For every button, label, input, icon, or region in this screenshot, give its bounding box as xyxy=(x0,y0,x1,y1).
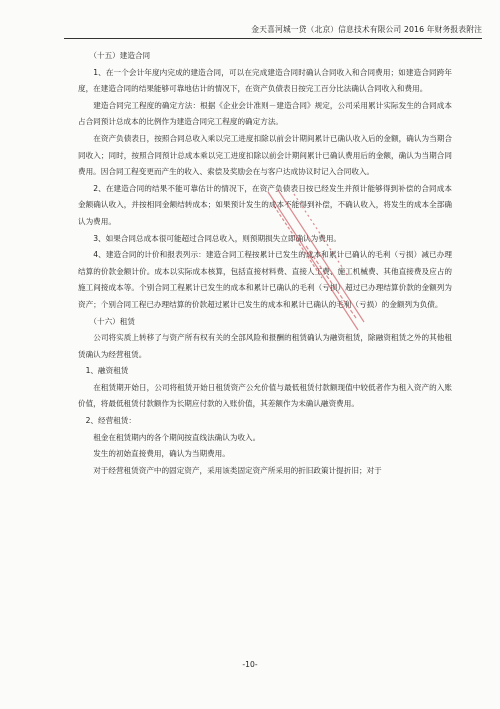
header-rule xyxy=(64,38,482,39)
paragraph: 租金在租赁期内的各个期间按直线法确认为收入。 xyxy=(93,432,261,442)
page-header: 金天喜河城一贷（北京）信息技术有限公司 2016 年财务报表附注 xyxy=(251,25,482,34)
section-heading-leases: （十六）租赁 xyxy=(89,316,135,326)
paragraph: 2、在建造合同的结果不能可靠估计的情况下，在资产负债表日按已经发生并预计能够得到补偿的合同成本金额确认收入，并按相同金额结转成本；如果预计发生的成本不能得到补偿，不确认收入，将发生的成本全部确认为费用。 xyxy=(78,183,452,226)
paragraph: 建造合同完工程度的确定方法：根据《企业会计准则－建造合同》规定，公司采用累计实际发生的合同成本占合同预计总成本的比例作为建造合同完工程度的确定方法。 xyxy=(78,100,452,127)
paragraph: 1、在一个会计年度内完成的建造合同，可以在完成建造合同时确认合同收入和合同费用；如建造合同跨年度，在建造合同的结果能够可靠地估计的情况下，在资产负债表日按完工百分比法确认合同收入和费用。 xyxy=(78,67,452,94)
paragraph: 在资产负债表日，按照合同总收入乘以完工进度扣除以前会计期间累计已确认收入后的金额，确认为当期合同收入；同时，按照合同预计总成本乘以完工进度扣除以前会计期间累计已确认费用后的金额，确认为当期合同费用。因合同工程变更而产生的收入、索偿及奖励会在与客户达成协议时记入合同收入。 xyxy=(78,133,452,177)
document-body xyxy=(78,48,452,479)
paragraph: 4、建造合同的计价和报表列示：建造合同工程按累计已发生的成本和累计已确认的毛利（亏损）减已办理结算的价款金额计价。成本以实际成本核算，包括直接材料费、直接人工费、施工机械费、其他直接费及应占的施工间接成本等。个别合同工程累计已发生的成本和累计已确认的毛利（亏损）超过已办理结算价款的金额列为资产；个别合同工程已办理结算的价款超过累计已发生的成本和累计已确认的毛利（亏损）的金额列为负债。 xyxy=(78,250,452,309)
page-number: -10- xyxy=(242,660,258,669)
paragraph: 3、如果合同总成本很可能超过合同总收入，则预期损失立即确认为费用。 xyxy=(93,233,342,243)
paragraph: 对于经营租赁资产中的固定资产，采用该类固定资产所采用的折旧政策计提折旧；对于 xyxy=(93,465,382,475)
paragraph: 发生的初始直接费用，确认为当期费用。 xyxy=(93,449,230,459)
section-heading-construction-contracts: （十五）建造合同 xyxy=(89,51,151,60)
paragraph: 在租赁期开始日，公司将租赁开始日租赁资产公允价值与最低租赁付款额现值中较低者作为租入资产的入账价值，将最低租赁付款额作为长期应付款的入账价值，其差额作为未确认融资费用。 xyxy=(78,382,452,409)
subheading-finance-lease: 1、融资租赁 xyxy=(85,366,129,376)
subheading-operating-lease: 2、经营租赁： xyxy=(85,416,136,426)
paragraph: 公司将实质上转移了与资产所有权有关的全部风险和报酬的租赁确认为融资租赁，除融资租赁之外的其他租赁确认为经营租赁。 xyxy=(78,333,452,359)
